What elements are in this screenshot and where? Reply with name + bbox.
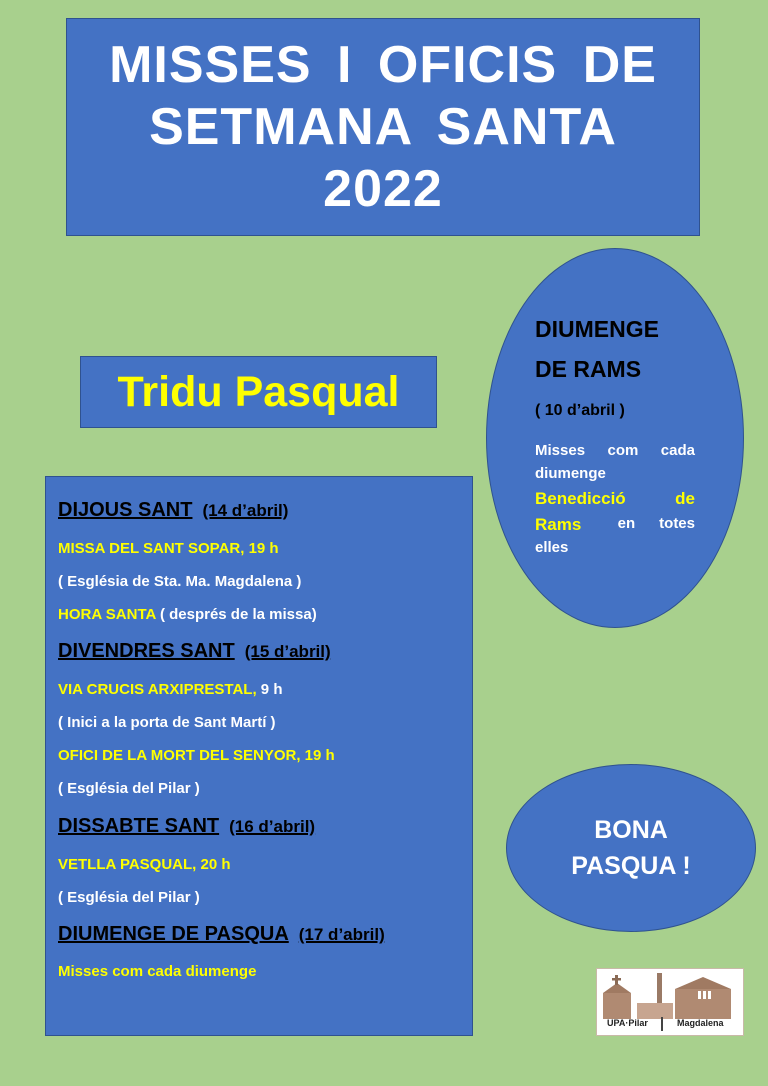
rams-ellipse <box>486 248 744 628</box>
schedule-panel <box>45 476 473 1036</box>
day-name: DISSABTE SANT <box>58 815 220 837</box>
event-name: VIA CRUCIS ARXIPRESTAL, <box>58 681 257 698</box>
event-note: ( després de la missa) <box>155 606 317 623</box>
word: de <box>675 489 695 508</box>
day-heading-jueves <box>58 499 288 522</box>
day-date: (14 d’abril) <box>202 501 289 520</box>
rams-text-3 <box>535 515 695 535</box>
tridu-title: Tridu Pasqual <box>117 367 400 416</box>
event-ofici-mort: OFICI DE LA MORT DEL SENYOR, 19 h <box>58 747 335 764</box>
rams-text-2: diumenge <box>535 465 606 482</box>
day-date: (17 d’abril) <box>298 925 385 944</box>
title-line-3: 2022 <box>323 160 443 218</box>
day-heading-domingo <box>58 923 385 946</box>
upa-logo <box>596 968 744 1036</box>
event-time: 9 h <box>256 681 283 698</box>
rams-text-1 <box>535 442 695 459</box>
word: Rams <box>535 515 582 534</box>
event-vetlla: VETLLA PASQUAL, 20 h <box>58 856 231 873</box>
rams-heading-2: DE RAMS <box>535 356 642 382</box>
word: com <box>607 442 639 459</box>
title-line-1: MISSES I OFICIS DE <box>109 36 657 94</box>
bona-pasqua-ellipse <box>506 764 756 932</box>
word: cada <box>660 442 695 459</box>
day-date: (15 d’abril) <box>244 642 331 661</box>
event-location: ( Església del Pilar ) <box>58 780 200 797</box>
event-location: ( Església del Pilar ) <box>58 889 200 906</box>
bona-line-1: BONA <box>594 816 668 844</box>
bona-line-2: PASQUA ! <box>571 852 691 880</box>
rams-text-3-rest <box>618 515 695 535</box>
word: Benedicció <box>535 489 626 508</box>
event-location: ( Inici a la porta de Sant Martí ) <box>58 714 276 731</box>
logo-label-right: Magdalena <box>677 1018 724 1028</box>
day-heading-viernes <box>58 640 331 663</box>
word: en <box>617 515 636 532</box>
day-heading-sabado <box>58 815 315 838</box>
word: totes <box>659 515 695 532</box>
rams-date: ( 10 d’abril ) <box>535 402 625 419</box>
event-missa-sopar: MISSA DEL SANT SOPAR, 19 h <box>58 540 279 557</box>
tridu-banner <box>80 356 437 428</box>
logo-label-left: UPA·Pilar <box>607 1018 648 1028</box>
event-misses-diumenge: Misses com cada diumenge <box>58 963 257 980</box>
title-banner <box>66 18 700 236</box>
event-hora-santa <box>58 606 317 624</box>
rams-text-4: elles <box>535 539 569 556</box>
word: Misses <box>535 442 586 459</box>
day-name: DIJOUS SANT <box>58 499 193 521</box>
day-name: DIUMENGE DE PASQUA <box>58 923 289 945</box>
day-name: DIVENDRES SANT <box>58 640 235 662</box>
rams-highlight-1 <box>535 489 695 509</box>
event-name: HORA SANTA <box>58 606 156 623</box>
event-via-crucis <box>58 681 282 699</box>
day-date: (16 d’abril) <box>229 817 316 836</box>
rams-heading-1: DIUMENGE <box>535 316 659 342</box>
event-location: ( Església de Sta. Ma. Magdalena ) <box>58 573 302 590</box>
title-line-2: SETMANA SANTA <box>149 98 617 156</box>
